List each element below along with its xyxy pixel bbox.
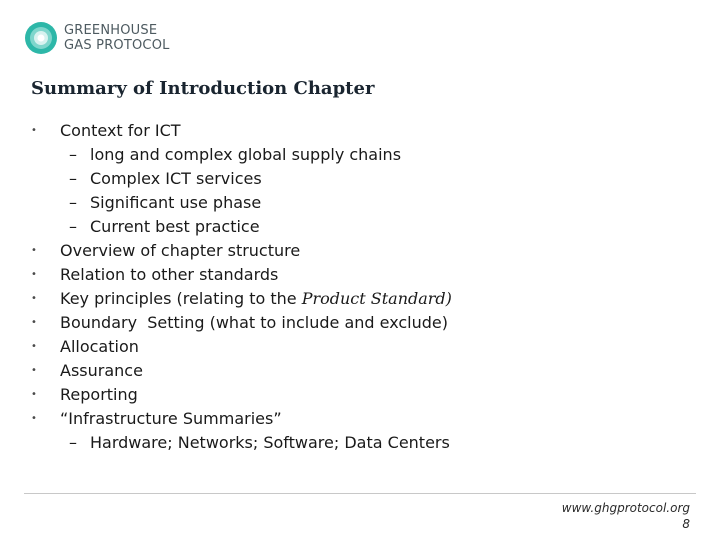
bullet-item [31, 311, 691, 335]
bullet-list [31, 119, 691, 455]
sub-item [60, 143, 691, 167]
bullet-dot: • [31, 269, 37, 280]
bullet-dot: • [31, 245, 37, 256]
sub-dash: – [69, 193, 77, 212]
bullet-item [31, 383, 691, 407]
bullet-text: Allocation [60, 337, 139, 356]
bullet-item [31, 239, 691, 263]
bullet-dot: • [31, 365, 37, 376]
sub-dash: – [69, 169, 77, 188]
bullet-text: Relation to other standards [60, 265, 279, 284]
sub-item [60, 191, 691, 215]
sub-text: Current best practice [90, 217, 260, 236]
bullet-item [31, 263, 691, 287]
sub-item [60, 215, 691, 239]
bullet-item [31, 335, 691, 359]
sub-dash: – [69, 145, 77, 164]
bullet-item [31, 119, 691, 239]
bullet-text: Assurance [60, 361, 143, 380]
footer-divider [24, 493, 696, 494]
bullet-text-italic: Product Standard) [301, 289, 452, 308]
bullet-item [31, 407, 691, 455]
bullet-dot: • [31, 413, 37, 424]
bullet-item [31, 359, 691, 383]
bullet-dot: • [31, 125, 37, 136]
sub-item [60, 431, 691, 455]
bullet-dot: • [31, 293, 37, 304]
logo-circle-icon [24, 21, 58, 55]
logo-wordmark [64, 23, 170, 53]
footer-website: www.ghgprotocol.org [561, 501, 690, 515]
sub-list [60, 431, 691, 455]
slide-title: Summary of Introduction Chapter [31, 78, 375, 99]
sub-text: long and complex global supply chains [90, 145, 402, 164]
sub-item [60, 167, 691, 191]
logo-line-2: GAS PROTOCOL [64, 38, 170, 53]
sub-dash: – [69, 217, 77, 236]
bullet-text: Overview of chapter structure [60, 241, 301, 260]
bullet-dot: • [31, 341, 37, 352]
sub-dash: – [69, 433, 77, 452]
sub-text: Significant use phase [90, 193, 262, 212]
sub-text: Hardware; Networks; Software; Data Centers [90, 433, 450, 452]
bullet-text: Reporting [60, 385, 138, 404]
bullet-item [31, 287, 691, 311]
sub-text: Complex ICT services [90, 169, 262, 188]
sub-list [60, 143, 691, 239]
bullet-text: Key principles (relating to the [60, 289, 302, 308]
bullet-text: “Infrastructure Summaries” [60, 409, 282, 428]
ghg-protocol-logo [24, 20, 170, 56]
page-number: 8 [682, 517, 690, 531]
bullet-text: Boundary Setting (what to include and exclude) [60, 313, 448, 332]
bullet-text: Context for ICT [60, 121, 181, 140]
bullet-dot: • [31, 389, 37, 400]
bullet-dot: • [31, 317, 37, 328]
logo-line-1: GREENHOUSE [64, 23, 158, 38]
